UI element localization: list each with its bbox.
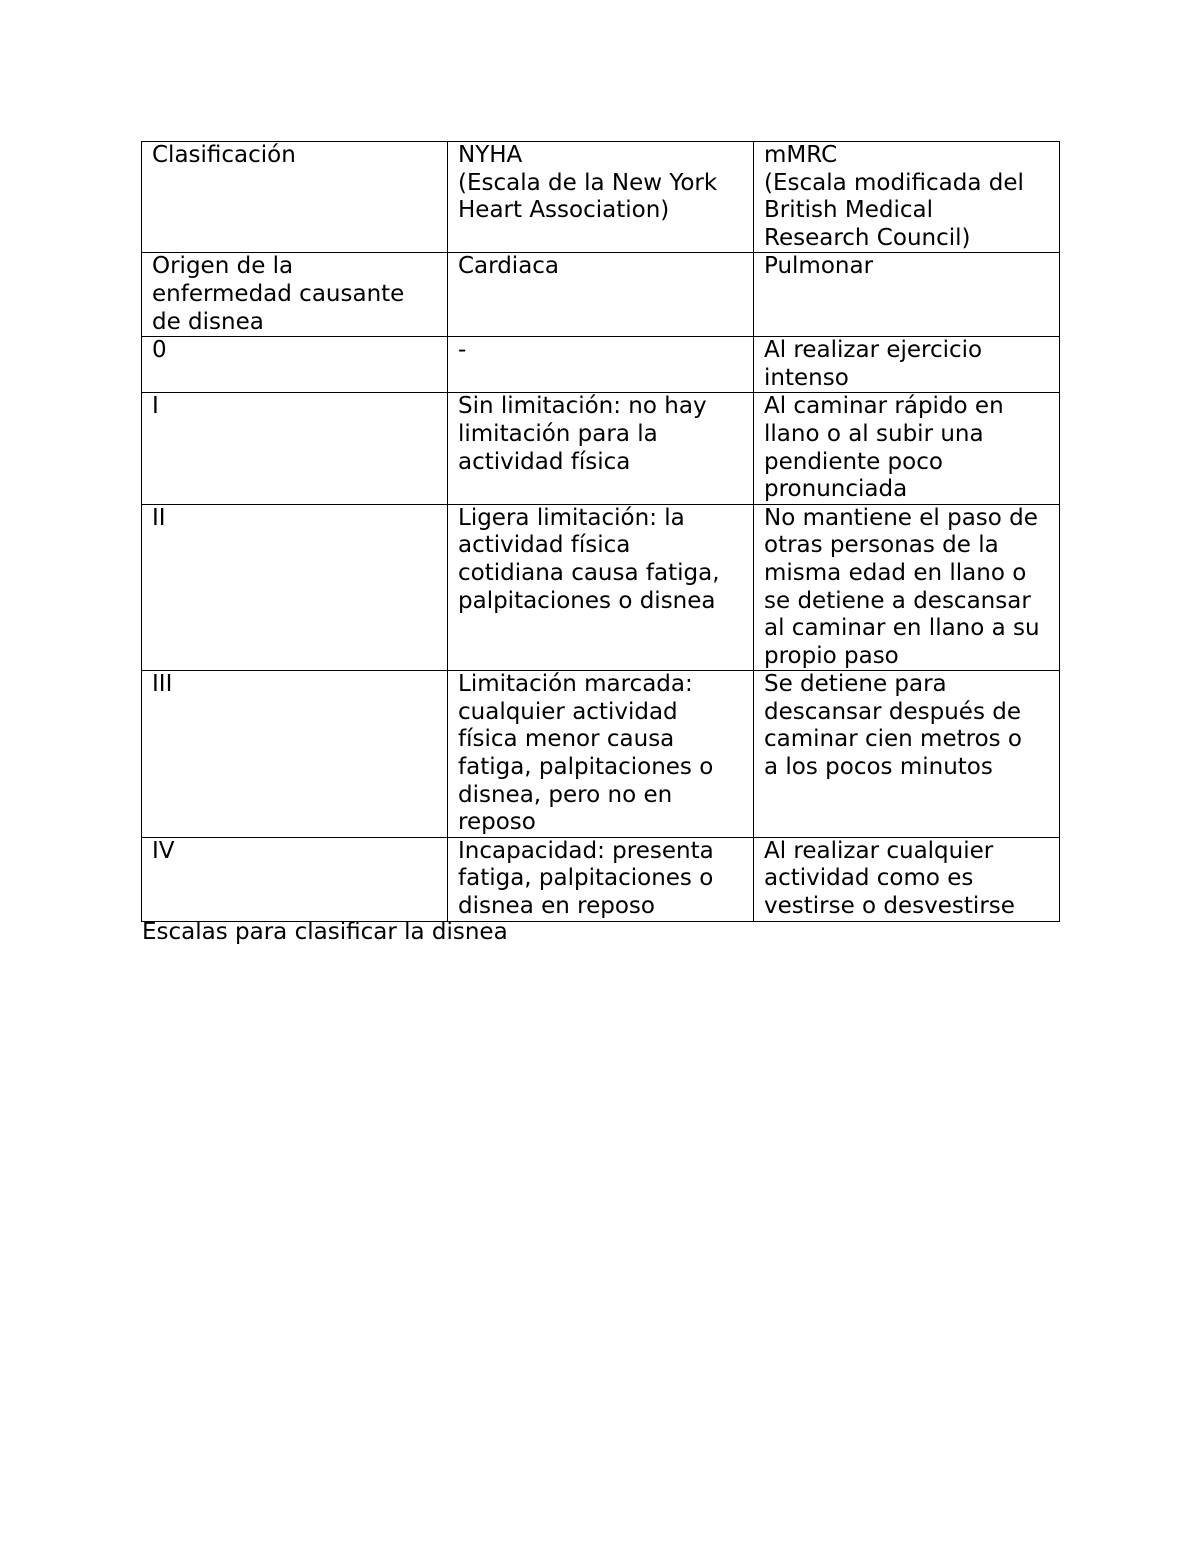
table-cell: Sin limitación: no hay limitación para la actividad física xyxy=(448,393,754,504)
table-row xyxy=(142,337,1060,393)
header-cell-classification: Clasificación xyxy=(142,142,448,253)
table-cell: III xyxy=(142,671,448,838)
table-cell: Origen de la enfermedad causante de disnea xyxy=(142,253,448,337)
table-cell: Al caminar rápido en llano o al subir una pendiente poco pronunciada xyxy=(754,393,1060,504)
table-cell: - xyxy=(448,337,754,393)
table-header-row xyxy=(142,142,1060,253)
table-cell: II xyxy=(142,504,448,671)
table-cell: Pulmonar xyxy=(754,253,1060,337)
table-row xyxy=(142,393,1060,504)
header-cell-nyha: NYHA (Escala de la New York Heart Association) xyxy=(448,142,754,253)
table-row xyxy=(142,504,1060,671)
table-caption: Escalas para clasificar la disnea xyxy=(142,919,508,945)
table-cell: IV xyxy=(142,837,448,921)
table-cell: Cardiaca xyxy=(448,253,754,337)
table-row xyxy=(142,671,1060,838)
table-cell: Al realizar cualquier actividad como es vestirse o desvestirse xyxy=(754,837,1060,921)
header-cell-mmrc: mMRC (Escala modificada del British Medical Research Council) xyxy=(754,142,1060,253)
table-cell: No mantiene el paso de otras personas de la misma edad en llano o se detiene a descansar al caminar en llano a su propio paso xyxy=(754,504,1060,671)
table-cell: Limitación marcada: cualquier actividad física menor causa fatiga, palpitaciones o disnea, pero no en reposo xyxy=(448,671,754,838)
table-cell: Se detiene para descansar después de caminar cien metros o a los pocos minutos xyxy=(754,671,1060,838)
table-cell: I xyxy=(142,393,448,504)
dyspnea-scales-table xyxy=(141,141,1060,922)
table-row xyxy=(142,837,1060,921)
table-cell: 0 xyxy=(142,337,448,393)
table-cell: Ligera limitación: la actividad física cotidiana causa fatiga, palpitaciones o disnea xyxy=(448,504,754,671)
table-cell: Incapacidad: presenta fatiga, palpitaciones o disnea en reposo xyxy=(448,837,754,921)
table-row xyxy=(142,253,1060,337)
table-cell: Al realizar ejercicio intenso xyxy=(754,337,1060,393)
